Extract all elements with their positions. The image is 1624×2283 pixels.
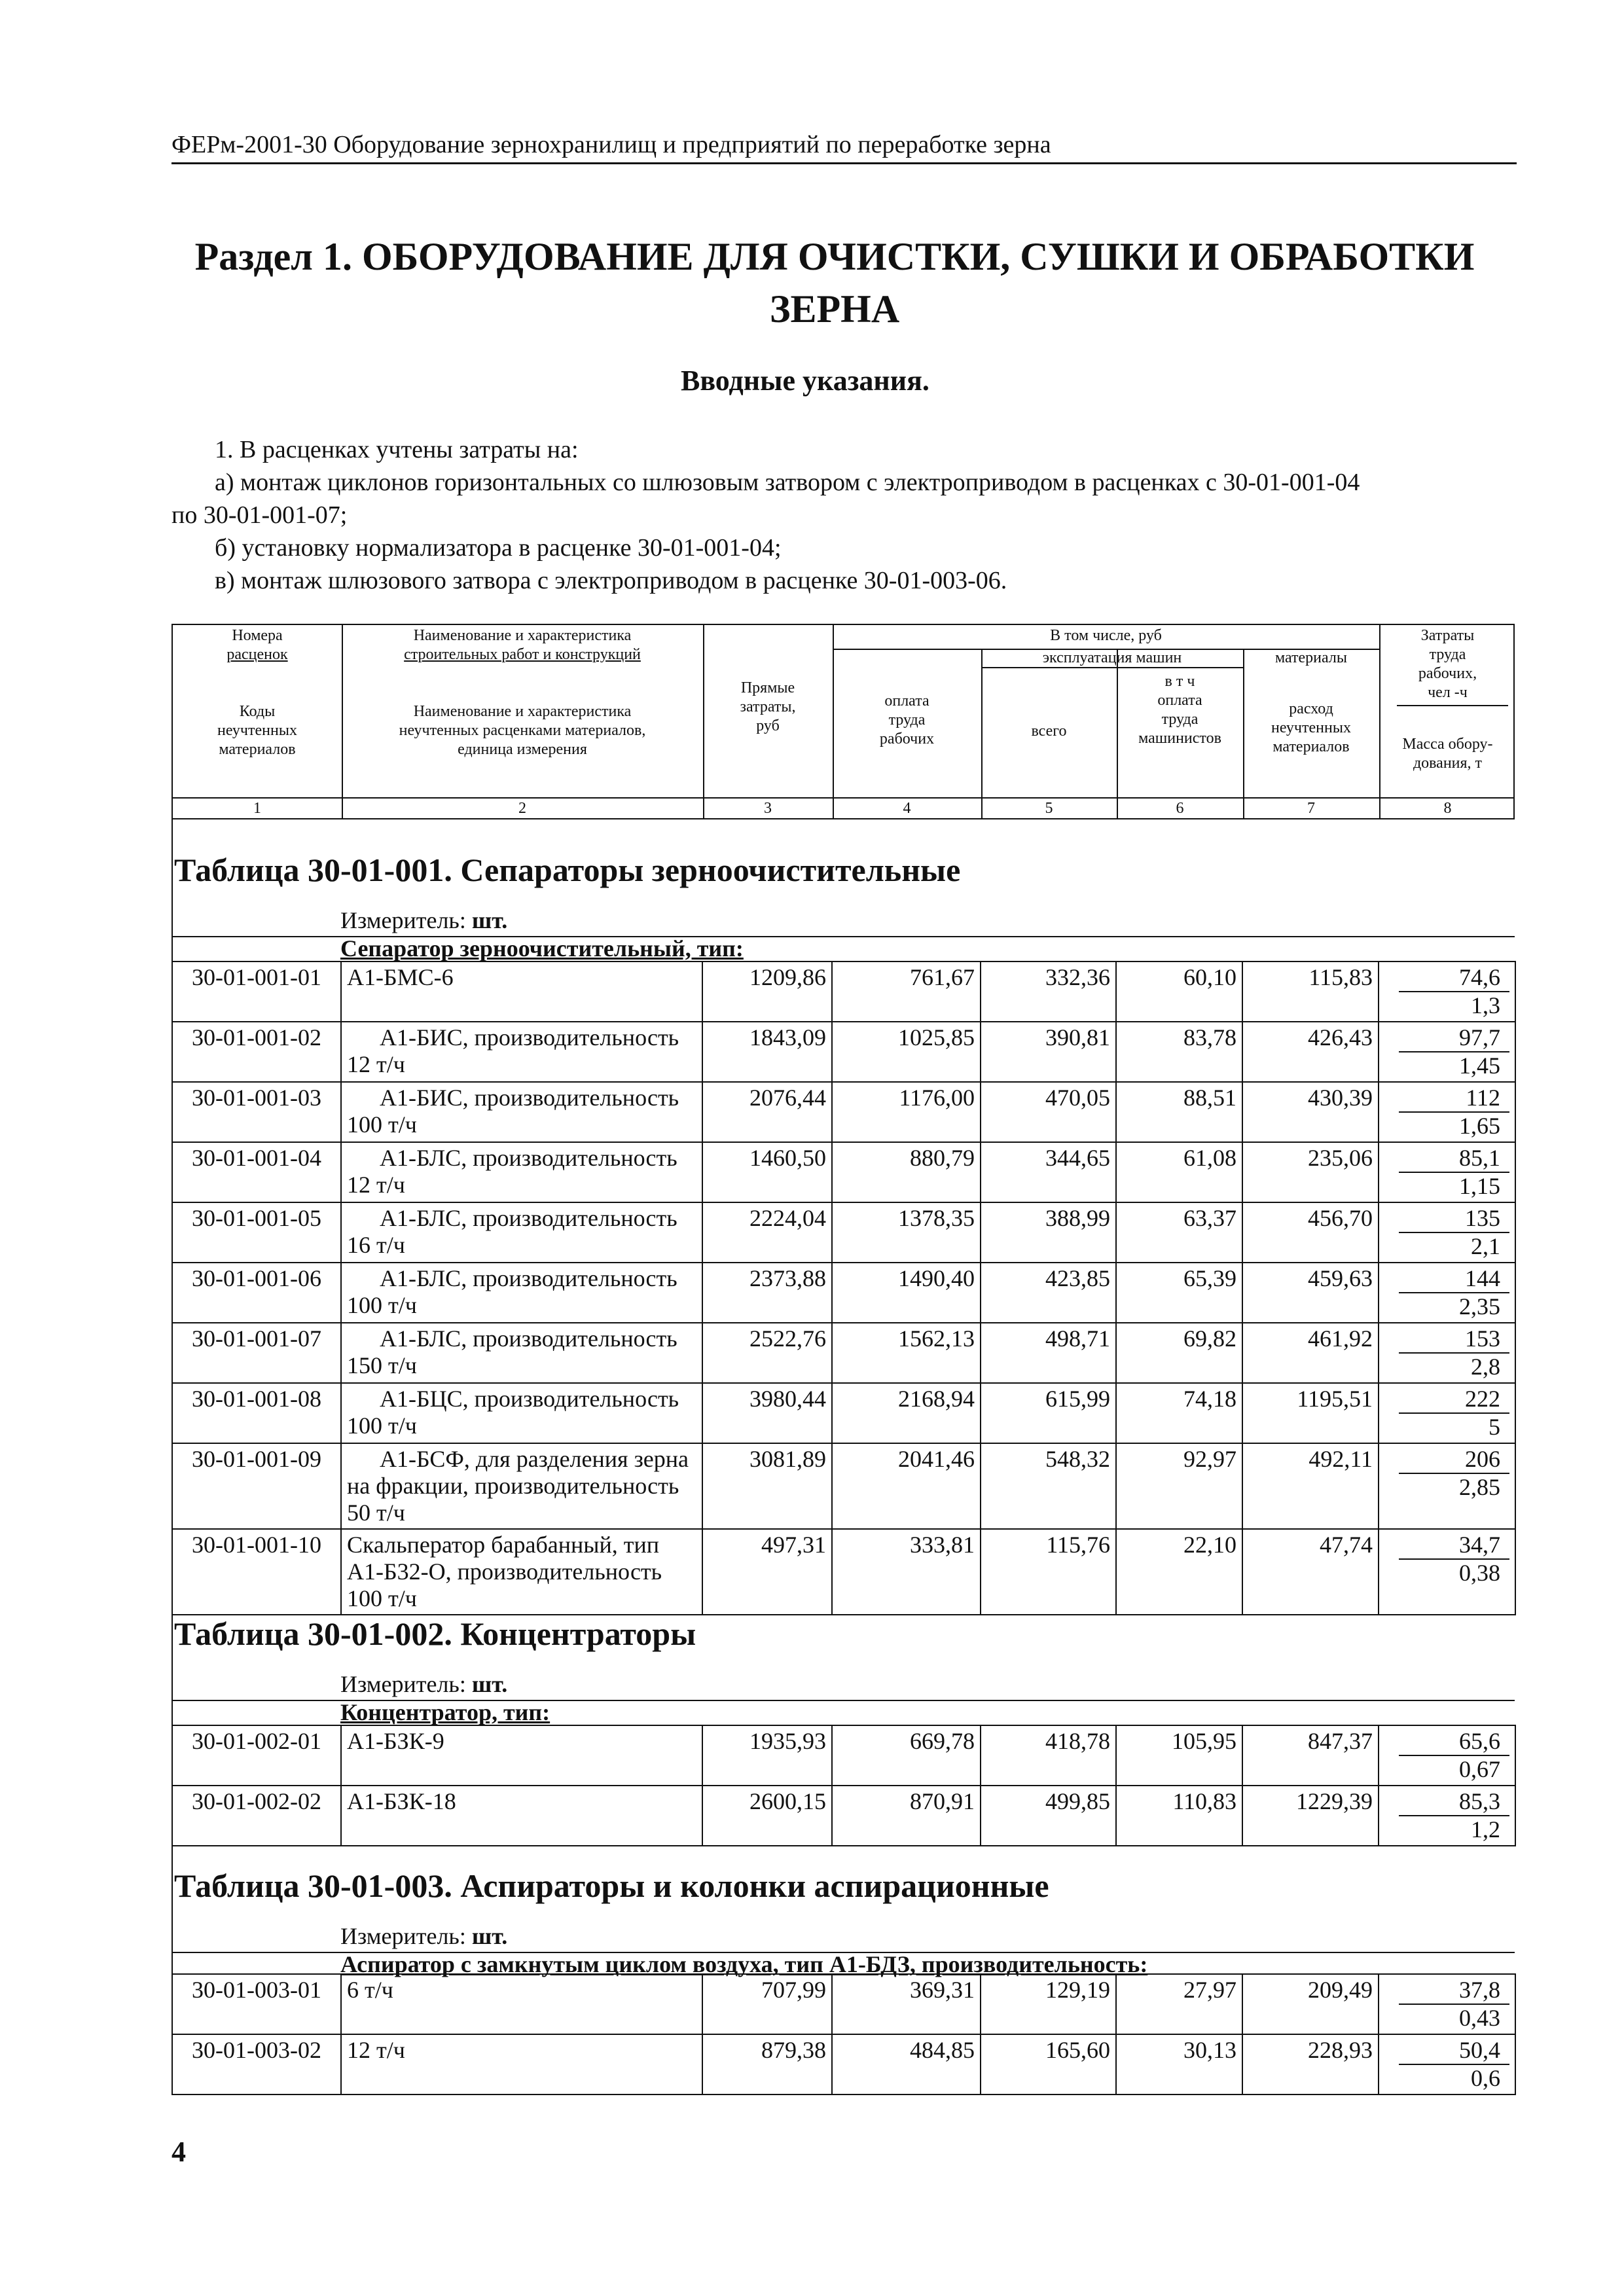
header-operator-pay: в т ч оплата труда машинистов [1138,673,1221,747]
machines-total: 115,76 [981,1529,1116,1615]
direct-costs: 3980,44 [702,1383,832,1443]
direct-costs: 2600,15 [702,1786,832,1846]
group-heading: Концентратор, тип: [340,1699,550,1725]
header-materials-use: расход неучтенных материалов [1271,700,1351,755]
machines-total: 129,19 [981,1974,1116,2034]
operator-pay: 92,97 [1116,1443,1242,1529]
work-name-line: А1-БЛС, производительность [380,1325,677,1352]
work-name-line: А1-БЛС, производительность [380,1265,677,1291]
machines-total: 388,99 [981,1202,1116,1263]
table-title: Таблица 30-01-002. Концентраторы [174,1615,696,1652]
work-name [341,1263,702,1323]
work-name [341,1443,702,1529]
labor-mass-cell [1379,1786,1515,1846]
machines-total: 548,32 [981,1443,1116,1529]
materials-use: 847,37 [1242,1725,1379,1786]
table-title: Таблица 30-01-003. Аспираторы и колонки аспирационные [174,1867,1049,1904]
running-header: ФЕРм-2001-30 Оборудование зернохранилищ и предприятий по переработке зерна [171,130,1517,164]
header-mass: Масса обору- дования, т [1402,736,1493,772]
work-name-line: 100 т/ч [347,1111,417,1138]
direct-costs: 2224,04 [702,1202,832,1263]
direct-costs: 879,38 [702,2034,832,2094]
machines-total: 390,81 [981,1022,1116,1082]
labor-pay: 333,81 [832,1529,981,1615]
operator-pay: 88,51 [1116,1082,1242,1142]
work-name-line: 12 т/ч [347,1051,405,1077]
labor-pay: 1490,40 [832,1263,981,1323]
intro-heading: Вводные указания. [681,365,929,397]
work-name [341,962,702,1022]
measure-line: Измеритель: шт. [340,1671,508,1697]
table-row [172,1022,1515,1082]
labor-mass-cell [1379,1082,1515,1142]
machines-total: 165,60 [981,2034,1116,2094]
labor-mass-cell [1379,1263,1515,1323]
rate-code: 30-01-001-09 [172,1443,341,1529]
work-name [341,1202,702,1263]
work-name-line: 100 т/ч [347,1585,417,1611]
measure-line: Измеритель: шт. [340,907,508,933]
labor-hours: 144 [1399,1265,1509,1293]
table-header [171,624,1515,799]
direct-costs: 1209,86 [702,962,832,1022]
labor-pay: 1176,00 [832,1082,981,1142]
machines-total: 498,71 [981,1323,1116,1383]
direct-costs: 2076,44 [702,1082,832,1142]
work-name-line: 12 т/ч [347,2037,405,2063]
data-table [171,1725,1516,1846]
table-row [172,1443,1515,1529]
machines-total: 615,99 [981,1383,1116,1443]
direct-costs: 707,99 [702,1974,832,2034]
header-machines: эксплуатация машин [1042,649,1182,666]
work-name-line: А1-БИС, производительность [380,1024,679,1051]
direct-costs: 497,31 [702,1529,832,1615]
column-number: 8 [1443,800,1452,817]
labor-hours: 85,3 [1399,1788,1509,1816]
machines-total: 344,65 [981,1142,1116,1202]
rate-code: 30-01-003-02 [172,2034,341,2094]
machines-total: 332,36 [981,962,1116,1022]
work-name-line: А1-БЛС, производительность [380,1205,677,1231]
work-name [341,1529,702,1615]
direct-costs: 1935,93 [702,1725,832,1786]
machines-total: 418,78 [981,1725,1116,1786]
operator-pay: 27,97 [1116,1974,1242,2034]
operator-pay: 60,10 [1116,962,1242,1022]
direct-costs: 1460,50 [702,1142,832,1202]
materials-use: 430,39 [1242,1082,1379,1142]
equipment-mass: 1,45 [1459,1052,1500,1079]
table-title: Таблица 30-01-001. Сепараторы зерноочистительные [174,852,961,888]
section-title: Раздел 1. ОБОРУДОВАНИЕ ДЛЯ ОЧИСТКИ, СУШКИ И ОБРАБОТКИ ЗЕРНА [194,235,1475,331]
work-name-line: А1-БСФ, для разделения зерна [380,1446,689,1472]
page-number: 4 [171,2136,186,2168]
column-number: 3 [764,800,772,817]
rate-code: 30-01-001-07 [172,1323,341,1383]
rate-code: 30-01-002-02 [172,1786,341,1846]
data-table [171,1973,1516,2095]
rate-code: 30-01-001-02 [172,1022,341,1082]
direct-costs: 3081,89 [702,1443,832,1529]
labor-hours: 34,7 [1399,1532,1509,1560]
column-number: 2 [518,800,526,817]
table-row [172,1383,1515,1443]
rate-code: 30-01-003-01 [172,1974,341,2034]
labor-mass-cell [1379,1974,1515,2034]
labor-pay: 369,31 [832,1974,981,2034]
labor-pay: 2041,46 [832,1443,981,1529]
equipment-mass: 0,43 [1459,2005,1500,2031]
table-row [172,1082,1515,1142]
work-name-line: А1-Б32-О, производительность [347,1558,662,1585]
direct-costs: 2373,88 [702,1263,832,1323]
labor-pay: 870,91 [832,1786,981,1846]
work-name [341,2034,702,2094]
measure-line: Измеритель: шт. [340,1923,508,1949]
header-group: В том числе, руб [1050,627,1162,644]
rate-code: 30-01-001-01 [172,962,341,1022]
labor-pay: 1025,85 [832,1022,981,1082]
operator-pay: 22,10 [1116,1529,1242,1615]
labor-pay: 761,67 [832,962,981,1022]
table-row [172,1142,1515,1202]
work-name-line: на фракции, производительность [347,1473,679,1499]
operator-pay: 63,37 [1116,1202,1242,1263]
materials-use: 1229,39 [1242,1786,1379,1846]
labor-mass-cell [1379,962,1515,1022]
column-number: 5 [1045,800,1053,817]
rate-code: 30-01-001-10 [172,1529,341,1615]
intro-line: 1. В расценках учтены затраты на: [215,436,579,463]
equipment-mass: 2,85 [1459,1474,1500,1500]
equipment-mass: 5 [1489,1414,1500,1440]
header-materials: материалы [1274,649,1347,666]
work-name-line: 150 т/ч [347,1352,417,1378]
header-direct-costs: Прямые затраты, руб [740,679,796,734]
labor-hours: 50,4 [1399,2037,1509,2065]
work-name [341,1383,702,1443]
equipment-mass: 0,38 [1459,1560,1500,1586]
rate-code: 30-01-002-01 [172,1725,341,1786]
table-row [172,1202,1515,1263]
direct-costs: 2522,76 [702,1323,832,1383]
rate-code: 30-01-001-04 [172,1142,341,1202]
materials-use: 426,43 [1242,1022,1379,1082]
labor-mass-cell [1379,2034,1515,2094]
operator-pay: 83,78 [1116,1022,1242,1082]
labor-mass-cell [1379,1383,1515,1443]
operator-pay: 69,82 [1116,1323,1242,1383]
work-name-line: А1-БМС-6 [347,964,454,990]
table-row [172,1786,1515,1846]
materials-use: 115,83 [1242,962,1379,1022]
materials-use: 461,92 [1242,1323,1379,1383]
work-name [341,1082,702,1142]
labor-hours: 222 [1399,1386,1509,1414]
labor-hours: 153 [1399,1325,1509,1354]
header-work-name: Наименование и характеристика строительных работ и конструкций [404,627,641,663]
labor-hours: 65,6 [1399,1728,1509,1756]
materials-use: 456,70 [1242,1202,1379,1263]
labor-mass-cell [1379,1323,1515,1383]
work-name-line: 16 т/ч [347,1232,405,1258]
column-number: 4 [903,800,911,817]
table-row [172,962,1515,1022]
labor-hours: 97,7 [1399,1024,1509,1052]
materials-use: 1195,51 [1242,1383,1379,1443]
group-heading: Аспиратор с замкнутым циклом воздуха, тип А1-БДЗ, производительность: [340,1951,1148,1977]
rate-code: 30-01-001-03 [172,1082,341,1142]
data-table [171,961,1516,1615]
column-numbers [171,799,1515,819]
equipment-mass: 1,15 [1459,1173,1500,1199]
labor-hours: 74,6 [1399,964,1509,992]
work-name-line: 6 т/ч [347,1977,393,2003]
labor-hours: 85,1 [1399,1145,1509,1173]
work-name-line: 50 т/ч [347,1500,405,1526]
materials-use: 459,63 [1242,1263,1379,1323]
materials-use: 209,49 [1242,1974,1379,2034]
labor-mass-cell [1379,1725,1515,1786]
equipment-mass: 2,35 [1459,1293,1500,1320]
operator-pay: 110,83 [1116,1786,1242,1846]
equipment-mass: 1,2 [1471,1816,1500,1843]
labor-mass-cell [1379,1443,1515,1529]
work-name [341,1786,702,1846]
table-row [172,1974,1515,2034]
intro-line: б) установку нормализатора в расценке 30-01-001-04; [215,534,782,562]
equipment-mass: 2,1 [1471,1233,1500,1259]
work-name [341,1725,702,1786]
rate-code: 30-01-001-05 [172,1202,341,1263]
operator-pay: 65,39 [1116,1263,1242,1323]
work-name-line: А1-БИС, производительность [380,1085,679,1111]
direct-costs: 1843,09 [702,1022,832,1082]
header-labor: Затраты труда рабочих, чел -ч [1418,627,1477,701]
work-name-line: А1-БЦС, производительность [380,1386,679,1412]
labor-hours: 112 [1399,1085,1509,1113]
equipment-mass: 0,67 [1459,1756,1500,1782]
table-row [172,1323,1515,1383]
operator-pay: 61,08 [1116,1142,1242,1202]
materials-use: 235,06 [1242,1142,1379,1202]
labor-pay: 669,78 [832,1725,981,1786]
labor-hours: 135 [1399,1205,1509,1233]
equipment-mass: 2,8 [1471,1354,1500,1380]
materials-use: 47,74 [1242,1529,1379,1615]
operator-pay: 105,95 [1116,1725,1242,1786]
work-name [341,1022,702,1082]
labor-hours: 37,8 [1399,1977,1509,2005]
labor-pay: 1378,35 [832,1202,981,1263]
table-row [172,1529,1515,1615]
rate-code: 30-01-001-08 [172,1383,341,1443]
header-rate-numbers: Номера расценок [226,627,288,663]
work-name-line: А1-БЛС, производительность [380,1145,677,1171]
rate-code: 30-01-001-06 [172,1263,341,1323]
labor-mass-cell [1379,1022,1515,1082]
work-name-line: А1-БЗК-9 [347,1728,444,1754]
operator-pay: 74,18 [1116,1383,1242,1443]
group-heading: Сепаратор зерноочистительный, тип: [340,935,744,962]
equipment-mass: 1,3 [1471,992,1500,1018]
work-name-line: Скальператор барабанный, тип [347,1532,659,1558]
work-name-line: 100 т/ч [347,1292,417,1318]
labor-mass-cell [1379,1142,1515,1202]
intro-line: а) монтаж циклонов горизонтальных со шлюзовым затвором с электроприводом в расценках с 30-01-001-04 [215,469,1360,496]
header-material-codes: Коды неучтенных материалов [217,703,297,758]
materials-use: 228,93 [1242,2034,1379,2094]
labor-mass-cell [1379,1529,1515,1615]
header-material-name: Наименование и характеристика неучтенных расценками материалов, единица измерения [399,703,646,758]
work-name-line: 12 т/ч [347,1172,405,1198]
labor-hours: 206 [1399,1446,1509,1474]
operator-pay: 30,13 [1116,2034,1242,2094]
column-number: 6 [1176,800,1184,817]
equipment-mass: 1,65 [1459,1113,1500,1139]
work-name-line: 100 т/ч [347,1412,417,1439]
header-machines-total: всего [1031,723,1067,740]
column-number: 7 [1307,800,1315,817]
labor-pay: 484,85 [832,2034,981,2094]
labor-pay: 880,79 [832,1142,981,1202]
labor-pay: 1562,13 [832,1323,981,1383]
machines-total: 499,85 [981,1786,1116,1846]
work-name [341,1323,702,1383]
column-number: 1 [253,800,261,817]
work-name-line: А1-БЗК-18 [347,1788,456,1814]
labor-pay: 2168,94 [832,1383,981,1443]
machines-total: 423,85 [981,1263,1116,1323]
intro-line: по 30-01-001-07; [171,501,348,529]
machines-total: 470,05 [981,1082,1116,1142]
labor-mass-cell [1379,1202,1515,1263]
header-labor-pay: оплата труда рабочих [879,692,935,747]
table-row [172,2034,1515,2094]
table-row [172,1725,1515,1786]
intro-text [171,433,1513,597]
work-name [341,1142,702,1202]
materials-use: 492,11 [1242,1443,1379,1529]
work-name [341,1974,702,2034]
intro-line: в) монтаж шлюзового затвора с электроприводом в расценке 30-01-003-06. [215,567,1007,594]
table-row [172,1263,1515,1323]
equipment-mass: 0,6 [1471,2065,1500,2091]
